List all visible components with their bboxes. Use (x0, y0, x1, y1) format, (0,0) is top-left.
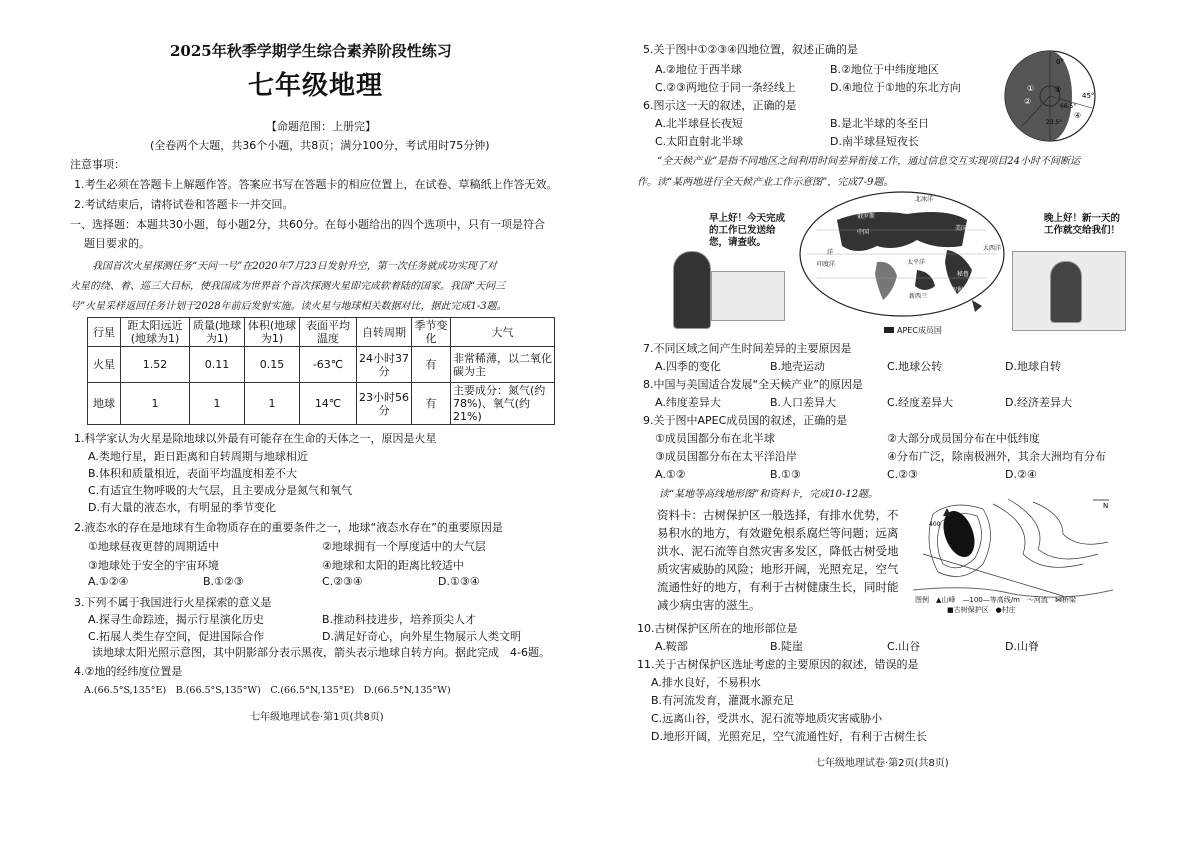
q8-option-a: A.纬度差异大 (655, 396, 721, 409)
intro-10-12: 读“某地等高线地形图”和资料卡，完成10-12题。 (659, 489, 879, 500)
table-header-cell: 质量(地球为1) (190, 318, 245, 347)
globe-label-0deg: 0° (1056, 58, 1064, 66)
table-cell: 1.52 (121, 347, 190, 383)
q3-option-d: D.满足好奇心，向外星生物展示人类文明 (322, 630, 521, 643)
map-label-chile: 智利 (951, 287, 964, 294)
table-cell: 非常稀薄，以二氧化碳为主 (451, 347, 555, 383)
map-label-nz: 新西兰 (909, 293, 928, 300)
globe-label-45: 45° (1082, 92, 1095, 100)
table-cell: 有 (412, 347, 451, 383)
speech-bubble-right: 晚上好！新一天的工作就交给我们！ (1044, 213, 1121, 236)
north-arrow-label: N (1103, 502, 1109, 510)
intro-7-9-line2: 作。读“某两地进行全天候产业工作示意图”，完成7-9题。 (637, 177, 894, 188)
q6-option-d: D.南半球昼短夜长 (830, 135, 919, 148)
question-9: 9.关于图中APEC成员国的叙述，正确的是 (643, 414, 848, 427)
map-legend (884, 324, 942, 338)
q9-statement-2: ②大部分成员国分布在中低纬度 (887, 432, 1040, 445)
section-1-heading-cont: 题目要求的。 (84, 237, 150, 250)
q8-option-d: D.经济差异大 (1005, 396, 1072, 409)
question-3: 3.下列不属于我国进行火星探索的意义是 (74, 596, 272, 609)
worker-right-figure (1012, 207, 1128, 329)
q4-options: A.(66.5°S,135°E) B.(66.5°S,135°W) C.(66.5°N,135°E) D.(66.5°N,135°W) (84, 685, 451, 696)
globe-label-665: 66.5° (1060, 103, 1077, 110)
left-page (70, 0, 585, 848)
q3-option-a: A.探寻生命踪迹，揭示行星演化历史 (88, 613, 264, 626)
table-cell: 24小时37分 (357, 347, 412, 383)
q1-option-b: B.体积和质量相近，表面平均温度相差不大 (88, 467, 298, 480)
note-1: 1.考生必须在答题卡上解题作答。答案应书写在答题卡的相应位置上，在试卷、草稿纸上作答无效。 (74, 178, 558, 191)
q4-6-intro: 读地球太阳光照示意图，其中阴影部分表示黑夜，箭头表示地球自转方向。据此完成 4-6题。 (92, 646, 550, 659)
table-cell: 主要成分：氮气(约78%)、氧气(约21%) (451, 383, 555, 425)
q9-statement-4: ④分布广泛，除南极洲外，其余大洲均有分布 (887, 450, 1106, 463)
scope-line: 【命题范围：上册完】 (266, 120, 376, 133)
q9-statement-1: ①成员国都分布在北半球 (655, 432, 775, 445)
q2-option-d: D.①③④ (438, 575, 480, 588)
q6-option-a: A.北半球昼长夜短 (655, 117, 743, 130)
right-page (637, 0, 1127, 848)
q8-option-c: C.经度差异大 (887, 396, 954, 409)
table-cell: 23小时56分 (357, 383, 412, 425)
table-cell: 0.15 (245, 347, 300, 383)
exam-title: 2025年秋季学期学生综合素养阶段性练习 (170, 42, 452, 60)
table-cell: 0.11 (190, 347, 245, 383)
globe-illumination-diagram (1002, 46, 1102, 146)
question-1: 1.科学家认为火星是除地球以外最有可能存在生命的天体之一，原因是火星 (74, 432, 437, 445)
q2-statement-4: ④地球和太阳的距离比较适中 (322, 559, 464, 572)
person-left-illustration (673, 251, 711, 329)
q10-option-d: D.山脊 (1005, 640, 1039, 653)
legend-swatch (884, 327, 894, 333)
question-4: 4.②地的经纬度位置是 (74, 665, 183, 678)
table-header-cell: 体积(地球为1) (245, 318, 300, 347)
map-label-arctic: 北冰洋 (915, 196, 934, 203)
contour-legend-2: ■古树保护区 ●村庄 (947, 606, 1016, 614)
table-header-cell: 大气 (451, 318, 555, 347)
globe-label-4: ④ (1074, 111, 1082, 120)
table-row (88, 383, 555, 425)
contour-elevation-label: 400 (929, 521, 941, 528)
planet-data-table (87, 317, 555, 425)
subject-title: 七年级地理 (248, 71, 384, 101)
q1-option-c: C.有适宜生物呼吸的大气层，且主要成分是氮气和氧气 (88, 484, 353, 497)
table-cell: 1 (190, 383, 245, 425)
computer-left-illustration (711, 271, 785, 321)
table-cell: 1 (121, 383, 190, 425)
q2-statement-1: ①地球昼夜更替的周期适中 (88, 540, 219, 553)
globe-label-3: ③ (1054, 85, 1062, 94)
q6-option-c: C.太阳直射北半球 (655, 135, 744, 148)
q5-option-c: C.②③两地位于同一条经线上 (655, 81, 796, 94)
globe-label-235: 23.5° (1046, 119, 1063, 126)
notes-heading: 注意事项： (70, 158, 125, 171)
section-1-heading: 一、选择题：本题共30小题，每小题2分，共60分。在每小题给出的四个选项中，只有一项是符合 (70, 218, 545, 231)
q7-option-a: A.四季的变化 (655, 360, 721, 373)
map-label-pacific: 太平洋 (907, 259, 926, 266)
table-header-cell: 表面平均温度 (300, 318, 357, 347)
contour-legend-1: 图例 ▲山峰 —100—等高线/m ～河流 ⋈桥梁 (915, 596, 1076, 604)
q2-option-a: A.①②④ (88, 575, 129, 588)
info-line: (全卷两个大题，共36个小题，共8页；满分100分，考试用时75分钟) (150, 139, 490, 152)
question-11: 11.关于古树保护区选址考虑的主要原因的叙述，错误的是 (637, 658, 919, 671)
q11-option-c: C.远离山谷，受洪水、泥石流等地质灾害威胁小 (651, 712, 883, 725)
q2-option-c: C.②③④ (322, 575, 363, 588)
question-2: 2.液态水的存在是地球有生命物质存在的重要条件之一，地球“液态水存在”的重要原因是 (74, 521, 503, 534)
q9-option-d: D.②④ (1005, 468, 1037, 481)
map-label-atlantic: 大西洋 (983, 245, 1002, 252)
intro-paragraph-3: 号”火星采样返回任务计划于2028年前后发射实施。读火星与地球相关数据对比，据此完成1-3题。 (70, 301, 507, 312)
question-6: 6.图示这一天的叙述，正确的是 (643, 99, 797, 112)
data-card-line-1: 资料卡：古树保护区一般选择，有排水优势，不 (657, 508, 899, 522)
q9-option-a: A.①② (655, 468, 686, 481)
q3-option-c: C.拓展人类生存空间，促进国际合作 (88, 630, 265, 643)
map-label-usa: 美国 (955, 225, 968, 232)
table-cell: 1 (245, 383, 300, 425)
q2-option-b: B.①②③ (203, 575, 244, 588)
note-2: 2.考试结束后，请将试卷和答题卡一并交回。 (74, 198, 294, 211)
map-label-indian: 印度洋 (817, 261, 836, 268)
q8-option-b: B.人口差异大 (770, 396, 837, 409)
table-header-cell: 距太阳远近(地球为1) (121, 318, 190, 347)
globe-label-1: ① (1027, 84, 1035, 93)
q10-option-a: A.鞍部 (655, 640, 688, 653)
data-card-line-5: 流通性好的地方，有利于古树健康生长，同时能 (657, 580, 899, 594)
table-row (88, 347, 555, 383)
worker-left-figure (673, 207, 791, 329)
map-label-china: 中国 (857, 229, 870, 236)
data-card-line-4: 质灾害威胁的风险；地形开阔，光照充足，空气 (657, 562, 899, 576)
q6-option-b: B.是北半球的冬至日 (830, 117, 930, 130)
q7-option-c: C.地球公转 (887, 360, 943, 373)
page-footer-2: 七年级地理试卷·第2页(共8页) (815, 758, 949, 769)
q3-option-b: B.推动科技进步，培养顶尖人才 (322, 613, 477, 626)
intro-paragraph-1: 我国首次火星探测任务“天问一号”在2020年7月23日发射升空，第一次任务就成功实现了对 (92, 261, 497, 272)
q7-option-d: D.地球自转 (1005, 360, 1061, 373)
q9-option-b: B.①③ (770, 468, 801, 481)
q11-option-b: B.有河流发育，灌溉水源充足 (651, 694, 795, 707)
person-right-illustration (1050, 261, 1082, 323)
question-8: 8.中国与美国适合发展“全天候产业”的原因是 (643, 378, 863, 391)
q2-statement-3: ③地球处于安全的宇宙环境 (88, 559, 219, 572)
q9-statement-3: ③成员国都分布在太平洋沿岸 (655, 450, 797, 463)
table-header-cell: 行星 (88, 318, 121, 347)
q10-option-b: B.陡崖 (770, 640, 804, 653)
table-cell: 有 (412, 383, 451, 425)
speech-bubble-left: 早上好！今天完成的工作已发送给您，请查收。 (709, 213, 786, 248)
q5-option-a: A.②地位于西半球 (655, 63, 742, 76)
map-legend-label: APEC成员国 (897, 326, 942, 335)
q11-option-d: D.地形开阔，光照充足，空气流通性好，有利于古树生长 (651, 730, 927, 743)
question-10: 10.古树保护区所在的地形部位是 (637, 622, 798, 635)
table-cell: 火星 (88, 347, 121, 383)
table-cell: 14℃ (300, 383, 357, 425)
q2-statement-2: ②地球拥有一个厚度适中的大气层 (322, 540, 486, 553)
q7-option-b: B.地壳运动 (770, 360, 826, 373)
table-header-cell: 季节变化 (412, 318, 451, 347)
apec-world-map (797, 190, 1007, 330)
page-footer-1: 七年级地理试卷·第1页(共8页) (250, 712, 384, 723)
intro-7-9-line1: “全天候产业”是指不同地区之间利用时间差异衔接工作，通过信息交互实现项目24小时不间断运 (657, 156, 1080, 167)
contour-map (913, 494, 1113, 604)
table-cell: 地球 (88, 383, 121, 425)
table-cell: -63℃ (300, 347, 357, 383)
q11-option-a: A.排水良好，不易积水 (651, 676, 761, 689)
intro-paragraph-2: 火星的绕、着、巡三大目标，使我国成为世界首个首次探测火星即完成软着陆的国家。我国“天问三 (70, 281, 506, 292)
data-card-line-2: 易积水的地方，有效避免根系腐烂等问题；远离 (657, 526, 899, 540)
question-5: 5.关于图中①②③④四地位置，叙述正确的是 (643, 43, 858, 56)
question-7: 7.不同区域之间产生时间差异的主要原因是 (643, 342, 852, 355)
q5-option-b: B.②地位于中纬度地区 (830, 63, 939, 76)
q9-option-c: C.②③ (887, 468, 918, 481)
table-header-cell: 自转周期 (357, 318, 412, 347)
map-label-russia: 俄罗斯 (857, 213, 876, 220)
q1-option-a: A.类地行星，距日距离和自转周期与地球相近 (88, 450, 308, 463)
q5-option-d: D.④地位于①地的东北方向 (830, 81, 961, 94)
q10-option-c: C.山谷 (887, 640, 921, 653)
data-card-line-3: 洪水、泥石流等自然灾害多发区，降低古树受地 (657, 544, 899, 558)
map-label-peru: 秘鲁 (957, 271, 970, 278)
data-card-line-6: 减少病虫害的滋生。 (657, 598, 761, 612)
map-label-ocean: 洋 (827, 249, 834, 256)
q1-option-d: D.有大量的液态水，有明显的季节变化 (88, 501, 276, 514)
globe-label-2: ② (1024, 97, 1032, 106)
table-header-row (88, 318, 555, 347)
